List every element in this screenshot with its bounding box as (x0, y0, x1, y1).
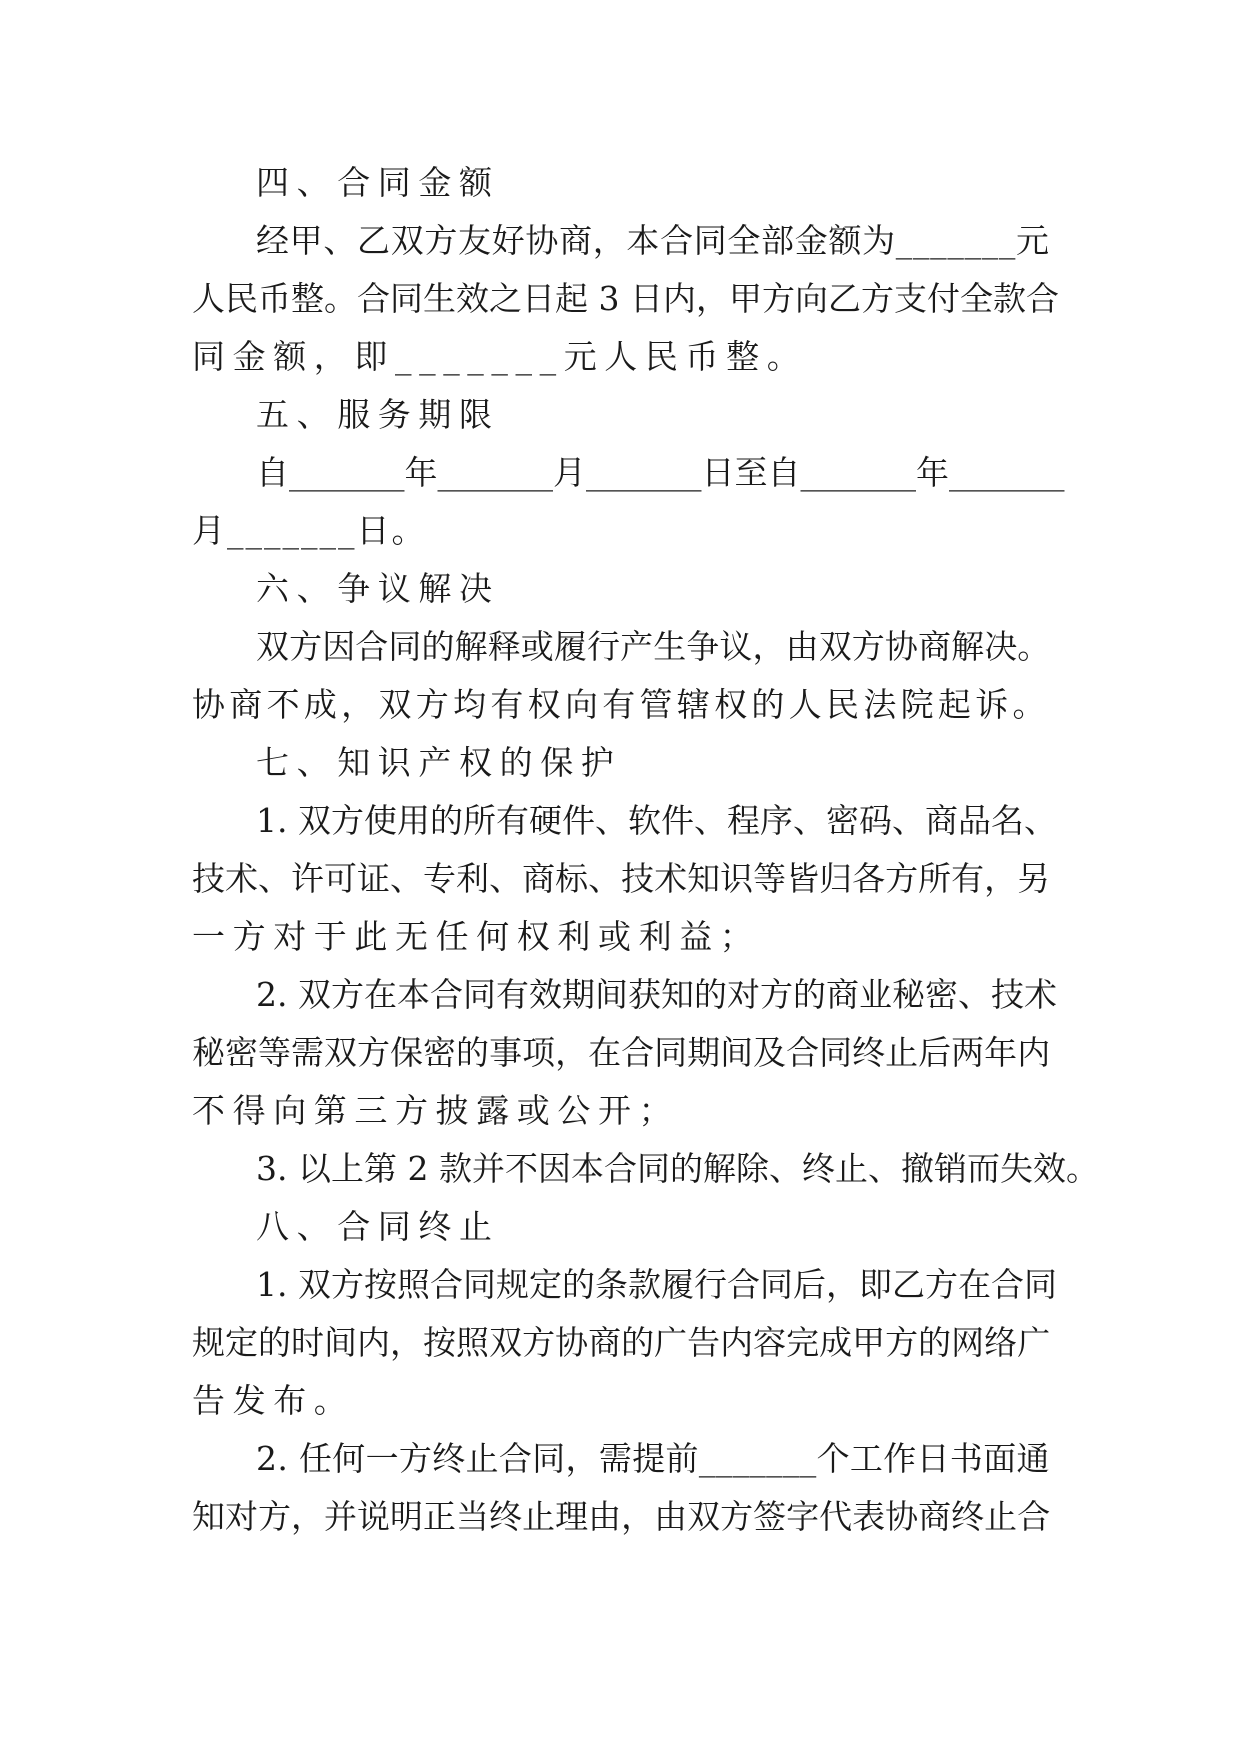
paragraph-line: 1. 双方使用的所有硬件、软件、程序、密码、商品名、 (256, 801, 1057, 840)
paragraph-line: 秘密等需双方保密的事项，在合同期间及合同终止后两年内 (192, 1033, 1051, 1072)
section-heading-ip-protection: 七、知识产权的保护 (256, 743, 622, 782)
paragraph-line: 1. 双方按照合同规定的条款履行合同后，即乙方在合同 (256, 1265, 1057, 1304)
paragraph-line: 3. 以上第 2 款并不因本合同的解除、终止、撤销而失效。 (256, 1149, 1099, 1188)
paragraph-line: 2. 任何一方终止合同，需提前_______个工作日书面通 (256, 1439, 1050, 1478)
section-heading-dispute-resolution: 六、争议解决 (256, 569, 500, 608)
paragraph-line: 技术、许可证、专利、商标、技术知识等皆归各方所有，另 (192, 859, 1051, 898)
section-heading-contract-termination: 八、合同终止 (256, 1207, 500, 1246)
section-heading-contract-amount: 四、合同金额 (256, 163, 500, 202)
section-heading-service-term: 五、服务期限 (256, 395, 500, 434)
paragraph-line: 2. 双方在本合同有效期间获知的对方的商业秘密、技术 (256, 975, 1057, 1014)
paragraph-line: 人民币整。合同生效之日起 3 日内，甲方向乙方支付全款合 (192, 279, 1059, 318)
paragraph-line: 知对方，并说明正当终止理由，由双方签字代表协商终止合 (192, 1497, 1051, 1536)
paragraph-line: 一方对于此无任何权利或利益； (192, 917, 761, 956)
paragraph-line: 自_______年_______月_______日至自_______年_______ (256, 453, 1065, 492)
paragraph-line: 告发布。 (192, 1381, 355, 1420)
paragraph-line: 协商不成，双方均有权向有管辖权的人民法院起诉。 (192, 685, 1050, 724)
paragraph-line: 不得向第三方披露或公开； (192, 1091, 680, 1130)
paragraph-line: 双方因合同的解释或履行产生争议，由双方协商解决。 (256, 627, 1051, 666)
paragraph-line: 规定的时间内，按照双方协商的广告内容完成甲方的网络广 (192, 1323, 1051, 1362)
paragraph-line: 同金额，即_______元人民币整。 (192, 337, 808, 376)
paragraph-line: 经甲、乙双方友好协商，本合同全部金额为_______元 (256, 221, 1050, 260)
paragraph-line: 月_______日。 (192, 511, 427, 550)
